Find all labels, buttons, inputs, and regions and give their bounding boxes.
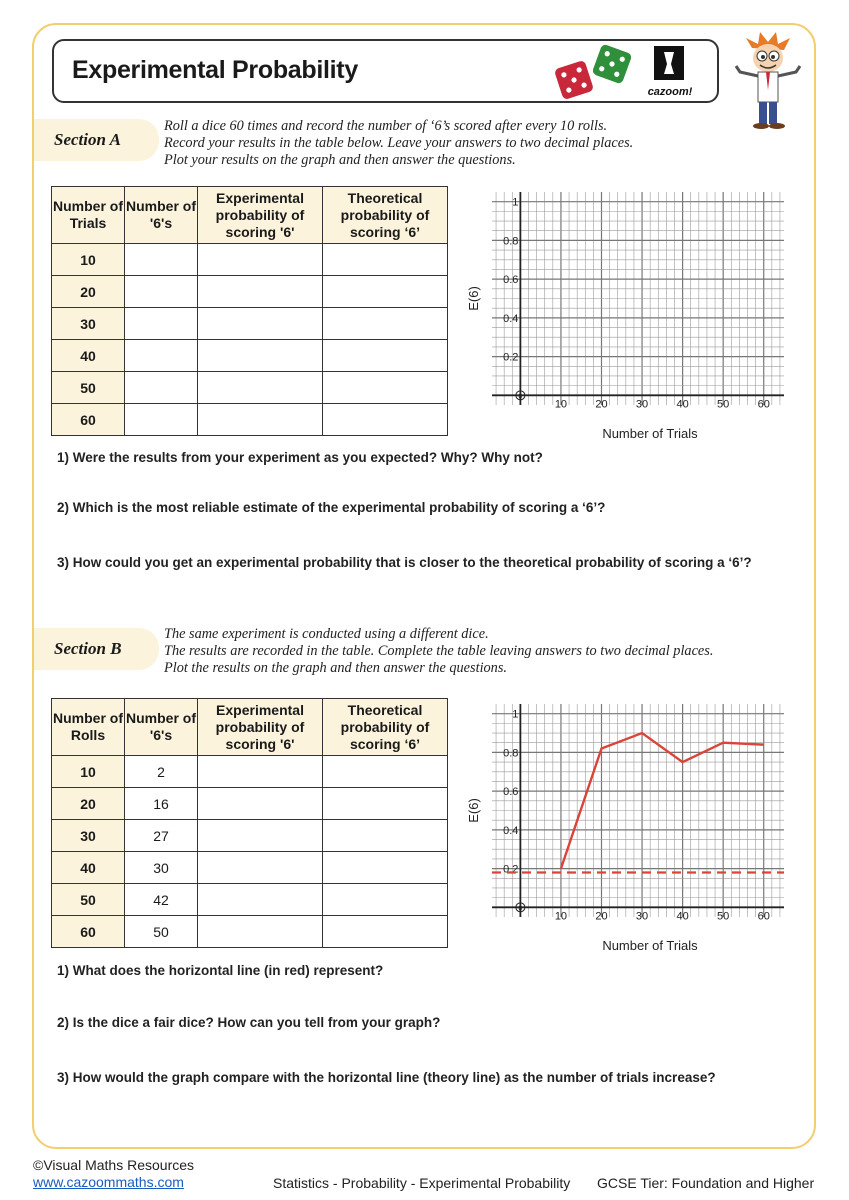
- page-title: Experimental Probability: [72, 56, 358, 84]
- y-tick-label: 0.6: [503, 786, 519, 799]
- x-tick-label: 30: [635, 398, 649, 411]
- trials-cell: 40: [52, 340, 125, 372]
- count-cell[interactable]: [125, 404, 198, 436]
- intro-line: The same experiment is conducted using a different dice.: [164, 626, 489, 642]
- section-b-tag: Section B: [34, 628, 159, 670]
- section-a-tag: Section A: [34, 119, 159, 161]
- trials-cell: 50: [52, 372, 125, 404]
- question-b1: 1) What does the horizontal line (in red) represent?: [57, 963, 384, 978]
- footer-topic: Statistics - Probability - Experimental Probability: [273, 1175, 571, 1191]
- footer-copyright: ©Visual Maths Resources: [33, 1157, 195, 1173]
- section-b-graph: [462, 698, 792, 956]
- trials-cell: 20: [52, 276, 125, 308]
- y-tick-label: 0.4: [503, 312, 519, 325]
- section-a-intro: [164, 118, 633, 169]
- theoretical-cell[interactable]: [323, 916, 448, 948]
- table-row: [52, 276, 448, 308]
- trials-cell: 10: [52, 244, 125, 276]
- table-row: [52, 340, 448, 372]
- table-row: [52, 788, 448, 820]
- origin-label: 0: [518, 393, 523, 401]
- rolls-cell: 20: [52, 788, 125, 820]
- experimental-cell[interactable]: [198, 756, 323, 788]
- y-tick-label: 0.2: [503, 863, 519, 876]
- rolls-cell: 30: [52, 820, 125, 852]
- x-tick-label: 40: [676, 398, 689, 411]
- theoretical-cell[interactable]: [323, 372, 448, 404]
- table-header: Theoretical probability of scoring ‘6’: [323, 699, 448, 756]
- experimental-cell[interactable]: [198, 276, 323, 308]
- x-tick-label: 10: [554, 910, 568, 923]
- table-row: [52, 916, 448, 948]
- dice-icon: [552, 42, 636, 102]
- intro-line: Plot your results on the graph and then answer the questions.: [164, 152, 516, 168]
- count-cell[interactable]: [125, 340, 198, 372]
- theoretical-cell[interactable]: [323, 788, 448, 820]
- experimental-cell[interactable]: [198, 884, 323, 916]
- theoretical-cell[interactable]: [323, 820, 448, 852]
- theoretical-cell[interactable]: [323, 276, 448, 308]
- origin-label: 0: [518, 905, 523, 913]
- y-tick-label: 0.8: [503, 235, 519, 248]
- count-cell: 16: [125, 788, 198, 820]
- experimental-cell[interactable]: [198, 244, 323, 276]
- experimental-cell[interactable]: [198, 916, 323, 948]
- y-tick-label: 0.4: [503, 824, 519, 837]
- question-a3: 3) How could you get an experimental probability that is closer to the theoretical probability of scoring a ‘6’?: [57, 555, 752, 570]
- table-header: Number of '6's: [125, 699, 198, 756]
- table-header: Number of Rolls: [52, 699, 125, 756]
- count-cell: 2: [125, 756, 198, 788]
- experimental-cell[interactable]: [198, 852, 323, 884]
- table-row: [52, 404, 448, 436]
- logo-text: cazoom!: [647, 86, 693, 98]
- x-tick-label: 60: [757, 398, 770, 411]
- y-axis-label: E(6): [466, 798, 481, 823]
- theoretical-cell[interactable]: [323, 244, 448, 276]
- rolls-cell: 50: [52, 884, 125, 916]
- count-cell: 42: [125, 884, 198, 916]
- table-header: Theoretical probability of scoring ‘6’: [323, 187, 448, 244]
- experimental-cell[interactable]: [198, 308, 323, 340]
- table-header: Number of '6's: [125, 187, 198, 244]
- intro-line: Plot the results on the graph and then answer the questions.: [164, 660, 507, 676]
- experimental-cell[interactable]: [198, 404, 323, 436]
- x-tick-label: 10: [554, 398, 568, 411]
- x-tick-label: 30: [635, 910, 649, 923]
- cazoom-logo: [640, 44, 700, 100]
- section-b-intro: [164, 626, 713, 677]
- y-tick-label: 0.8: [503, 747, 519, 760]
- table-header: Experimental probability of scoring '6': [198, 699, 323, 756]
- table-row: [52, 820, 448, 852]
- y-tick-label: 0.6: [503, 274, 519, 287]
- count-cell: 30: [125, 852, 198, 884]
- count-cell[interactable]: [125, 372, 198, 404]
- x-tick-label: 20: [595, 398, 608, 411]
- table-row: [52, 852, 448, 884]
- question-a1: 1) Were the results from your experiment as you expected? Why? Why not?: [57, 450, 543, 465]
- y-axis-label: E(6): [466, 286, 481, 311]
- y-tick-label: 1: [512, 196, 519, 209]
- trials-cell: 60: [52, 404, 125, 436]
- theoretical-cell[interactable]: [323, 404, 448, 436]
- rolls-cell: 40: [52, 852, 125, 884]
- footer-tier: GCSE Tier: Foundation and Higher: [597, 1175, 815, 1191]
- intro-line: The results are recorded in the table. Complete the table leaving answers to two decimal places.: [164, 643, 714, 659]
- y-tick-label: 1: [512, 708, 519, 721]
- table-header: Experimental probability of scoring '6': [198, 187, 323, 244]
- experimental-cell[interactable]: [198, 820, 323, 852]
- count-cell: 50: [125, 916, 198, 948]
- count-cell: 27: [125, 820, 198, 852]
- trials-cell: 30: [52, 308, 125, 340]
- rolls-cell: 60: [52, 916, 125, 948]
- section-a-table: [51, 186, 448, 436]
- rolls-cell: 10: [52, 756, 125, 788]
- table-row: [52, 884, 448, 916]
- theoretical-cell[interactable]: [323, 884, 448, 916]
- x-tick-label: 50: [717, 910, 730, 923]
- intro-line: Record your results in the table below. Leave your answers to two decimal places.: [164, 135, 634, 151]
- table-row: [52, 308, 448, 340]
- section-b-table: [51, 698, 448, 948]
- x-axis-label: Number of Trials: [602, 426, 698, 441]
- question-b3: 3) How would the graph compare with the horizontal line (theory line) as the number of trials increase?: [57, 1070, 716, 1085]
- x-axis-label: Number of Trials: [602, 938, 698, 953]
- count-cell[interactable]: [125, 308, 198, 340]
- theoretical-cell[interactable]: [323, 340, 448, 372]
- table-header: Number of Trials: [52, 187, 125, 244]
- theoretical-cell[interactable]: [323, 756, 448, 788]
- question-b2: 2) Is the dice a fair dice? How can you tell from your graph?: [57, 1015, 441, 1030]
- table-row: [52, 372, 448, 404]
- x-tick-label: 50: [717, 398, 730, 411]
- x-tick-label: 60: [757, 910, 770, 923]
- mascot-character: [730, 30, 808, 130]
- experimental-cell[interactable]: [198, 372, 323, 404]
- x-tick-label: 40: [676, 910, 689, 923]
- count-cell[interactable]: [125, 244, 198, 276]
- section-a-graph: [462, 186, 792, 444]
- intro-line: Roll a dice 60 times and record the number of ‘6’s scored after every 10 rolls.: [164, 118, 608, 134]
- table-row: [52, 244, 448, 276]
- y-tick-label: 0.2: [503, 351, 519, 364]
- theoretical-cell[interactable]: [323, 308, 448, 340]
- theoretical-cell[interactable]: [323, 852, 448, 884]
- table-row: [52, 756, 448, 788]
- x-tick-label: 20: [595, 910, 608, 923]
- count-cell[interactable]: [125, 276, 198, 308]
- question-a2: 2) Which is the most reliable estimate of the experimental probability of scoring a ‘6’?: [57, 500, 606, 515]
- experimental-cell[interactable]: [198, 340, 323, 372]
- experimental-cell[interactable]: [198, 788, 323, 820]
- footer-website-link[interactable]: www.cazoommaths.com: [33, 1174, 184, 1190]
